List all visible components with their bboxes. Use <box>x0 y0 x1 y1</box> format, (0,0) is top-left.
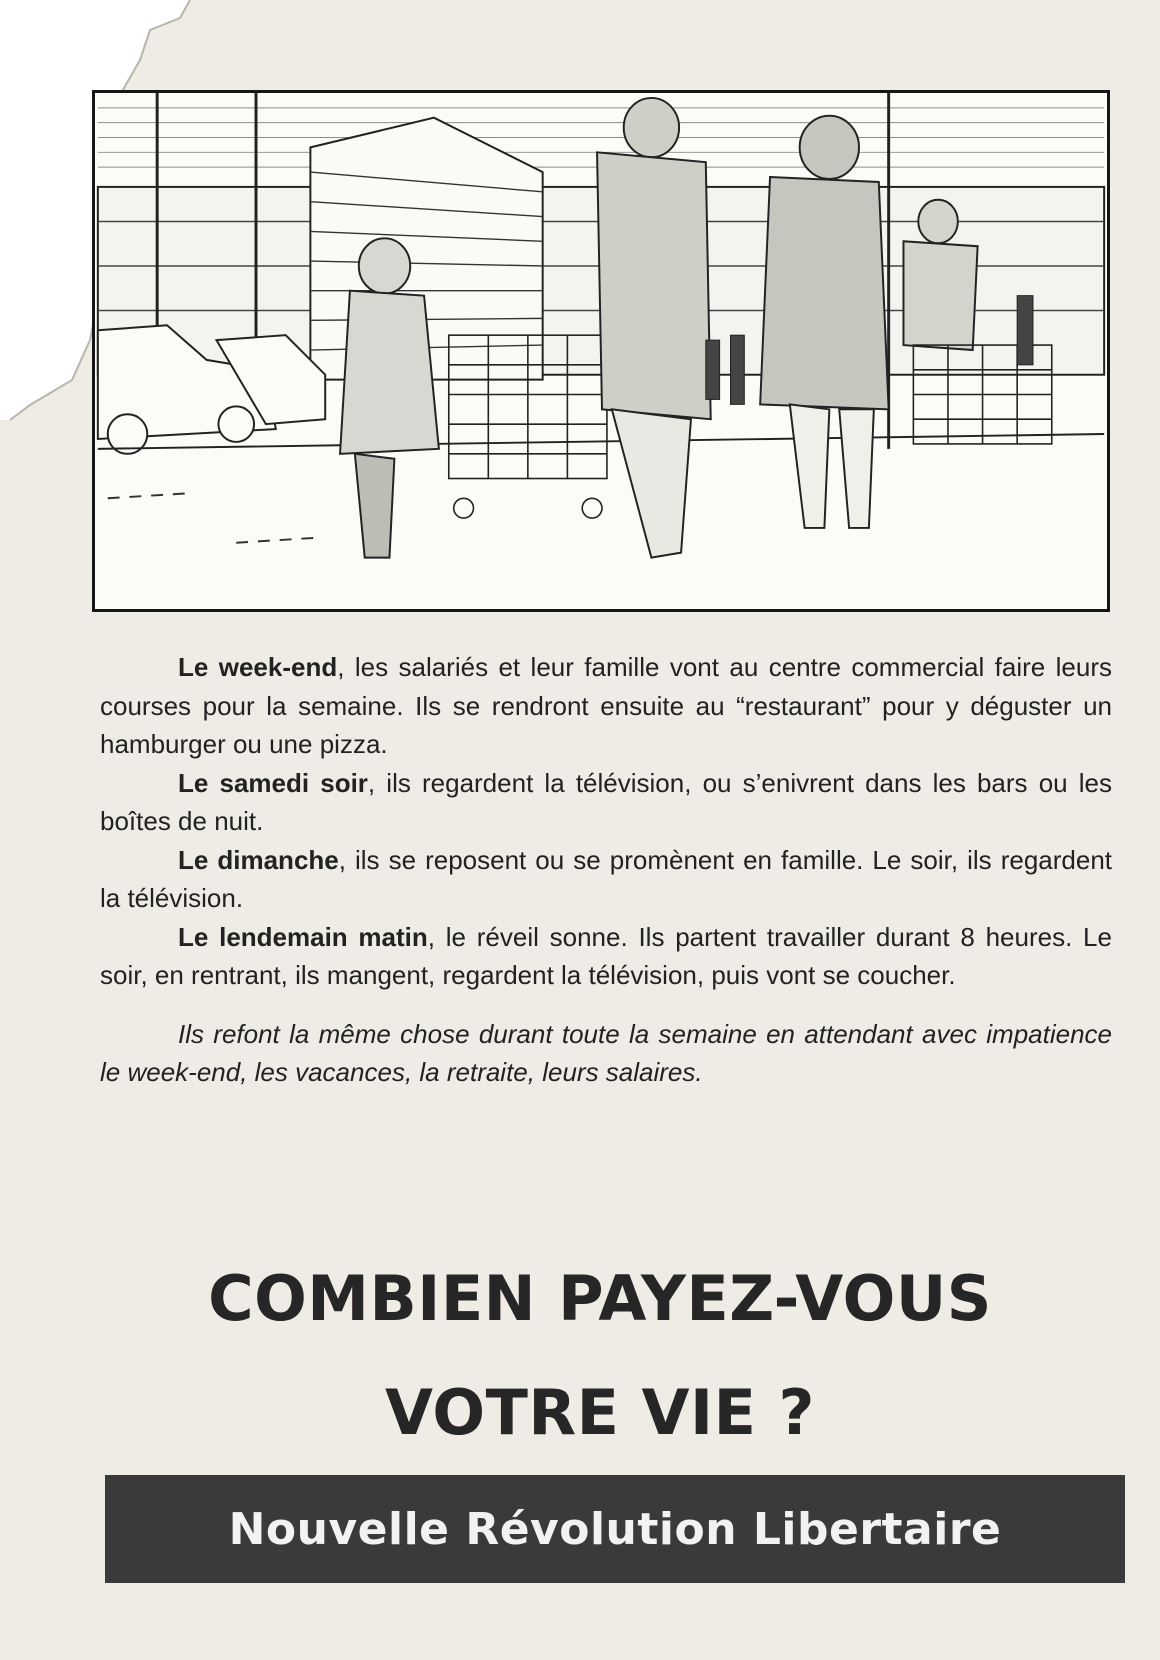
shoppers-drawing <box>95 93 1107 609</box>
lead-saturday: Le samedi soir <box>178 767 368 798</box>
text-monday: , le réveil sonne. Ils partent travailler durant 8 heures. Le soir, en rentrant, ils mangent, regardent la télévision, puis vont se coucher. <box>100 921 1112 990</box>
headline-line-1: COMBIEN PAYEZ-VOUS <box>208 1262 992 1335</box>
paragraph-monday <box>100 918 1112 995</box>
organization-name: Nouvelle Révolution Libertaire <box>228 1503 1002 1555</box>
body-text <box>100 648 1112 1092</box>
text-sunday: , ils se reposent ou se promènent en famille. Le soir, ils regardent la télévision. <box>100 844 1112 913</box>
paragraph-sunday <box>100 841 1112 918</box>
paragraph-weekend <box>100 648 1112 764</box>
paragraph-saturday <box>100 764 1112 841</box>
lead-monday: Le lendemain matin <box>178 921 428 952</box>
lead-weekend: Le week-end <box>178 652 338 682</box>
organization-banner <box>105 1475 1125 1583</box>
italic-paragraph: Ils refont la même chose durant toute la semaine en attendant avec impatience le week-end, les vacances, la retraite, leurs salaires. <box>100 1018 1112 1087</box>
illustration-supermarket-scene <box>92 90 1110 612</box>
headline-line-2: VOTRE VIE ? <box>384 1376 816 1449</box>
text-saturday: , ils regardent la télévision, ou s’enivrent dans les bars ou les boîtes de nuit. <box>100 767 1112 836</box>
lead-sunday: Le dimanche <box>178 844 339 875</box>
text-weekend: , les salariés et leur famille vont au centre commercial faire leurs courses pour la semaine. Ils se rendront ensuite au “restaurant” pour y déguster un hamburger ou une pizza. <box>100 652 1112 759</box>
